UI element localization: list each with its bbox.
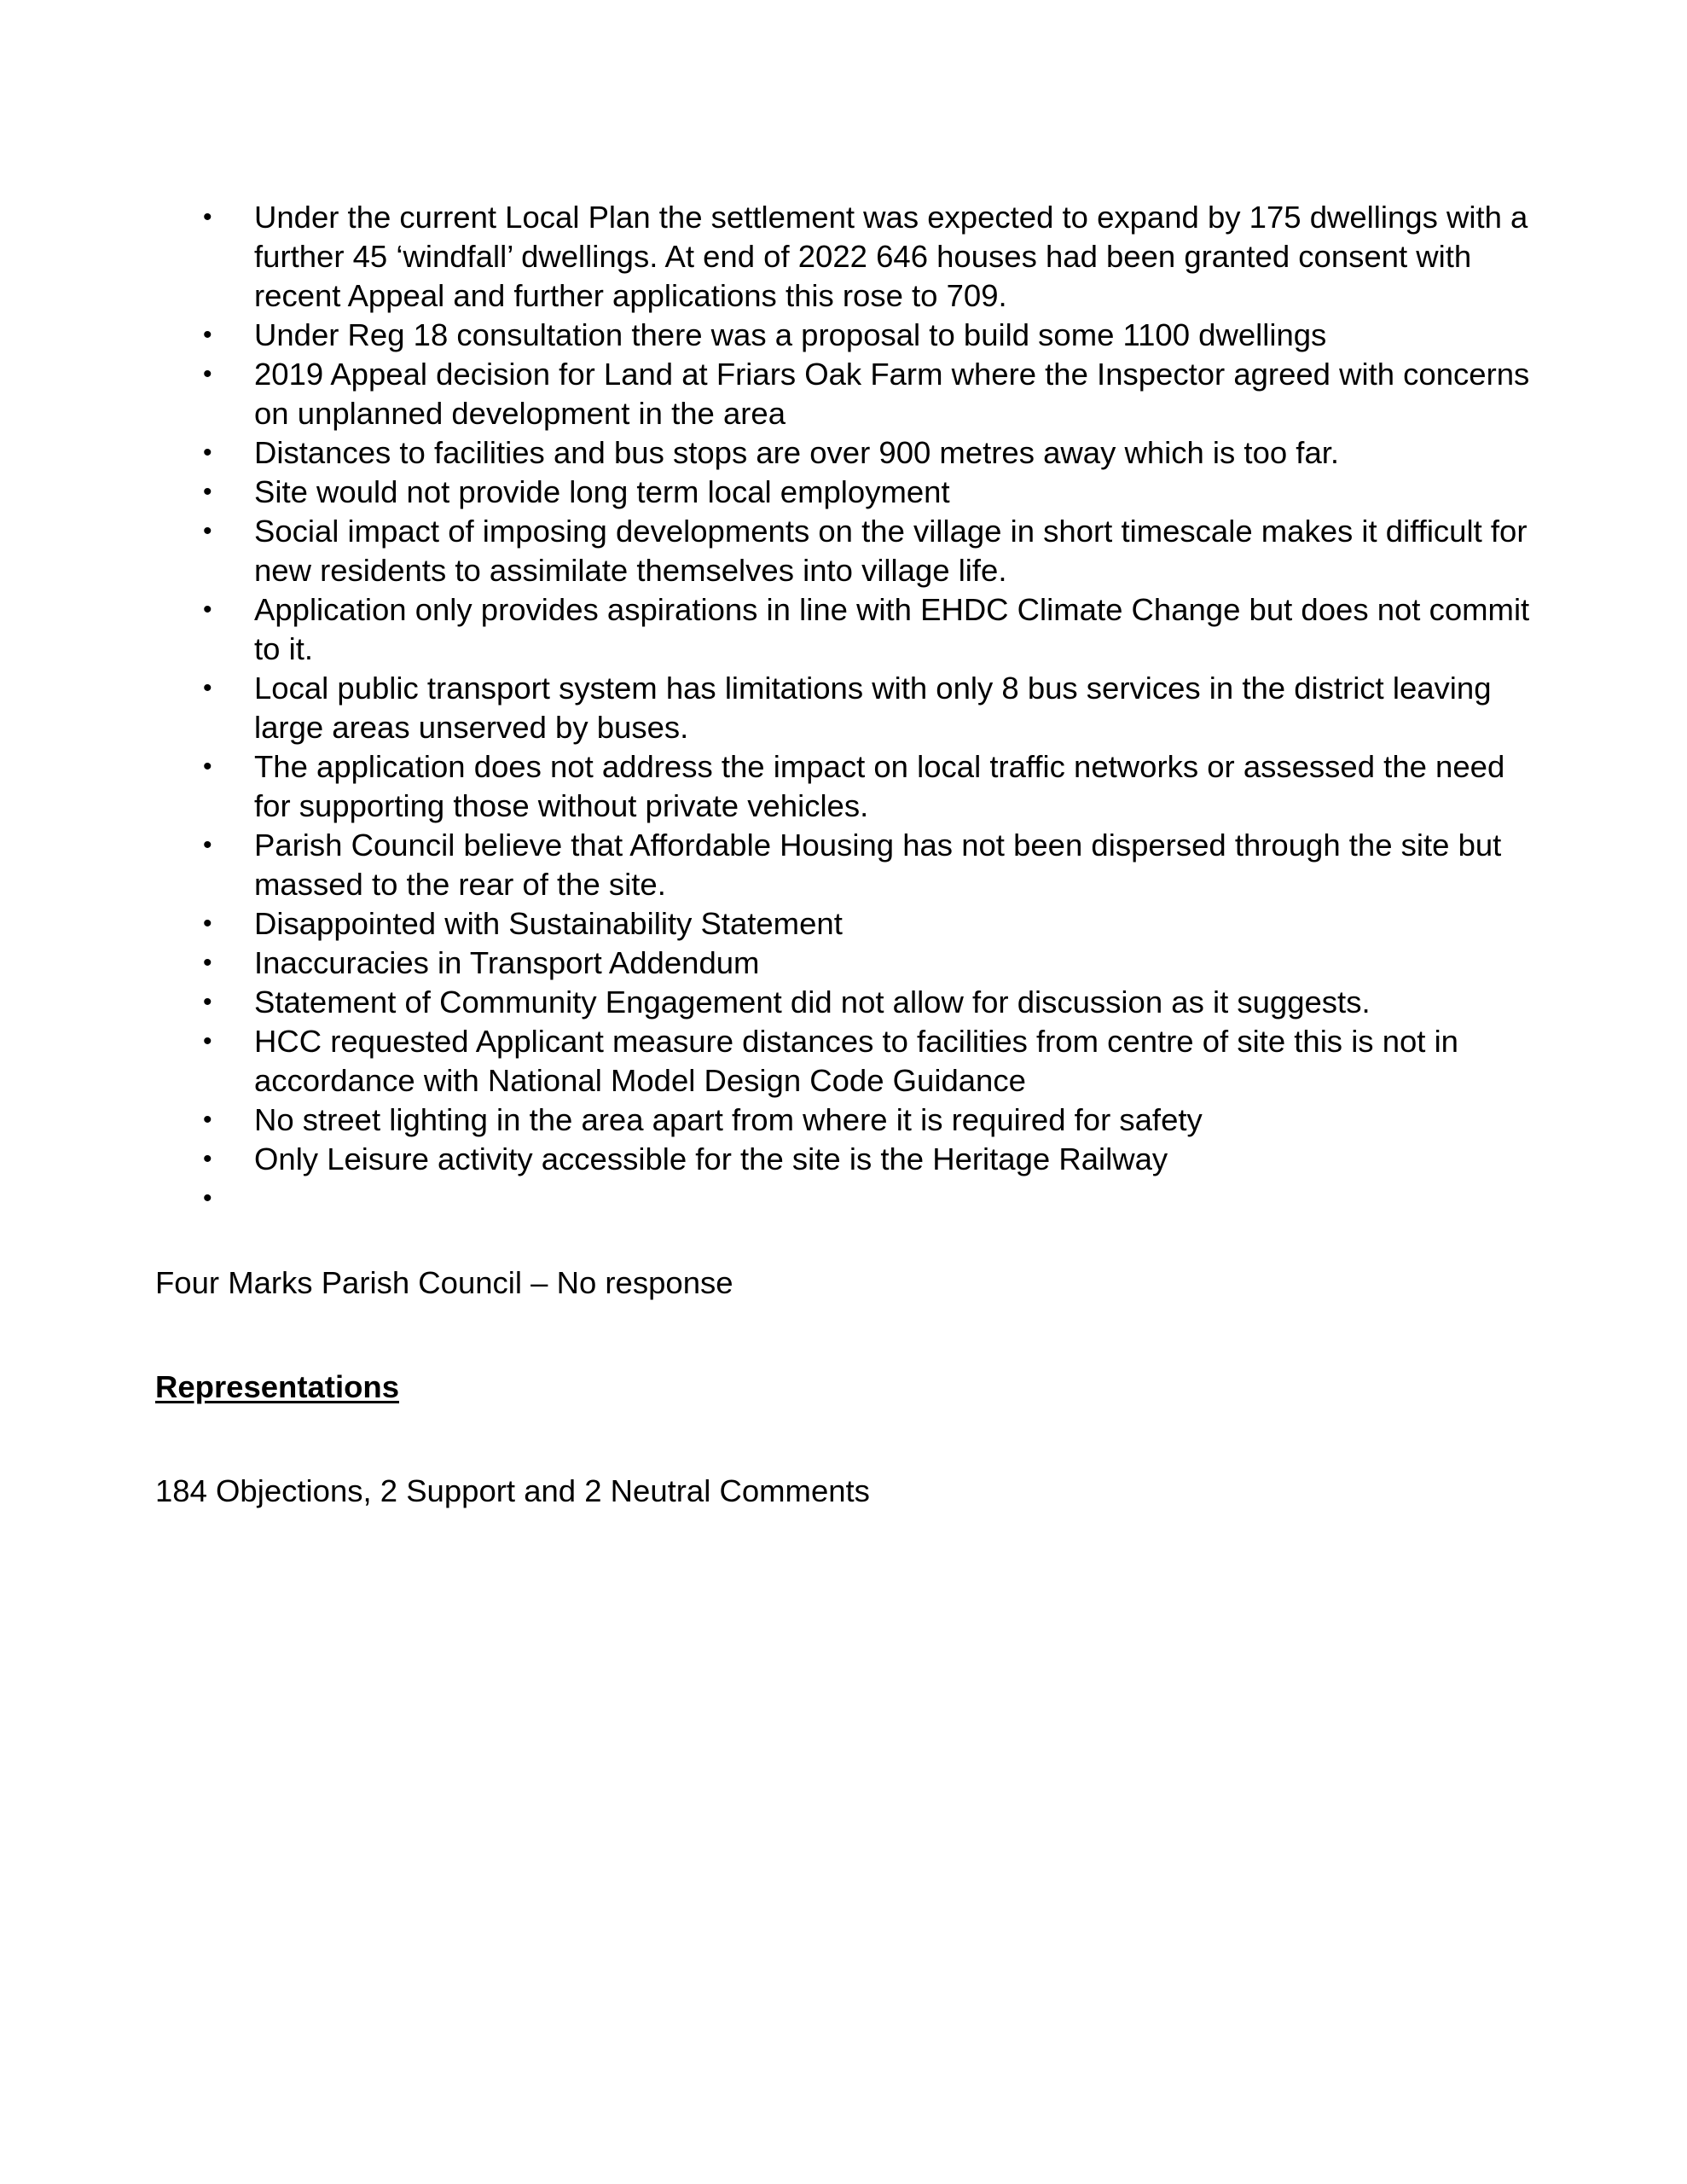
bullet-dot-icon: • <box>203 1106 212 1134</box>
bullet-item <box>155 433 1537 473</box>
bullet-item <box>155 1101 1537 1140</box>
bullet-item <box>155 316 1537 355</box>
bullet-item <box>155 983 1537 1022</box>
bullet-text: Distances to facilities and bus stops are over 900 metres away which is too far. <box>254 435 1340 470</box>
bullet-text: 2019 Appeal decision for Land at Friars Oak Farm where the Inspector agreed with concerns on unplanned development in the area <box>254 357 1530 431</box>
bullet-text: Under the current Local Plan the settlement was expected to expand by 175 dwellings with a further 45 ‘windfall’ dwellings. At end of 2022 646 houses had been granted consent with recent Appeal and further applications this rose to 709. <box>254 200 1528 313</box>
bullet-item <box>155 1022 1537 1101</box>
bullet-dot-icon: • <box>203 517 212 545</box>
bullet-text: Only Leisure activity accessible for the site is the Heritage Railway <box>254 1141 1168 1176</box>
bullet-text: Statement of Community Engagement did not allow for discussion as it suggests. <box>254 985 1371 1019</box>
bullet-text: Disappointed with Sustainability Statement <box>254 906 843 941</box>
bullet-item <box>155 512 1537 590</box>
bullet-text: Local public transport system has limitations with only 8 bus services in the district leaving large areas unserved by buses. <box>254 671 1492 745</box>
bullet-item <box>155 944 1537 983</box>
bullet-dot-icon: • <box>203 674 212 702</box>
bullet-dot-icon: • <box>203 909 212 938</box>
bullet-text: Inaccuracies in Transport Addendum <box>254 945 760 980</box>
bullet-text: Under Reg 18 consultation there was a proposal to build some 1100 dwellings <box>254 317 1327 352</box>
bullet-text: No street lighting in the area apart from where it is required for safety <box>254 1102 1203 1137</box>
bullet-text: Application only provides aspirations in line with EHDC Climate Change but does not commit to it. <box>254 592 1530 666</box>
consultation-bullet-list <box>155 198 1537 1228</box>
bullet-item <box>155 669 1537 747</box>
bullet-item <box>155 826 1537 904</box>
representations-heading: Representations <box>155 1369 399 1404</box>
bullet-item <box>155 747 1537 826</box>
bullet-dot-icon: • <box>203 752 212 781</box>
bullet-dot-icon: • <box>203 949 212 977</box>
bullet-item <box>155 473 1537 512</box>
bullet-dot-icon: • <box>203 321 212 349</box>
bullet-text: The application does not address the impact on local traffic networks or assessed the need for supporting those without private vehicles. <box>254 749 1505 823</box>
bullet-dot-icon: • <box>203 831 212 859</box>
bullet-dot-icon: • <box>203 988 212 1016</box>
bullet-dot-icon: • <box>203 595 212 624</box>
bullet-item <box>155 904 1537 944</box>
bullet-dot-icon: • <box>203 203 212 231</box>
document-body <box>155 198 1537 1511</box>
bullet-item <box>155 1140 1537 1179</box>
bullet-dot-icon: • <box>203 439 212 467</box>
bullet-dot-icon: • <box>203 1027 212 1055</box>
bullet-text: Site would not provide long term local employment <box>254 474 950 509</box>
bullet-dot-icon: • <box>203 1184 212 1212</box>
bullet-item <box>155 355 1537 433</box>
bullet-text: HCC requested Applicant measure distances to facilities from centre of site this is not in accordance with National Model Design Code Guidance <box>254 1024 1458 1098</box>
bullet-item <box>155 198 1537 316</box>
bullet-dot-icon: • <box>203 360 212 388</box>
representations-summary: 184 Objections, 2 Support and 2 Neutral Comments <box>155 1473 870 1508</box>
bullet-text: Parish Council believe that Affordable Housing has not been dispersed through the site but massed to the rear of the site. <box>254 828 1502 902</box>
bullet-text: Social impact of imposing developments on the village in short timescale makes it difficult for new residents to assimilate themselves into village life. <box>254 514 1528 588</box>
bullet-item <box>155 1179 1537 1228</box>
bullet-dot-icon: • <box>203 1145 212 1173</box>
bullet-dot-icon: • <box>203 478 212 506</box>
council-response-line: Four Marks Parish Council – No response <box>155 1265 733 1300</box>
bullet-item <box>155 590 1537 669</box>
